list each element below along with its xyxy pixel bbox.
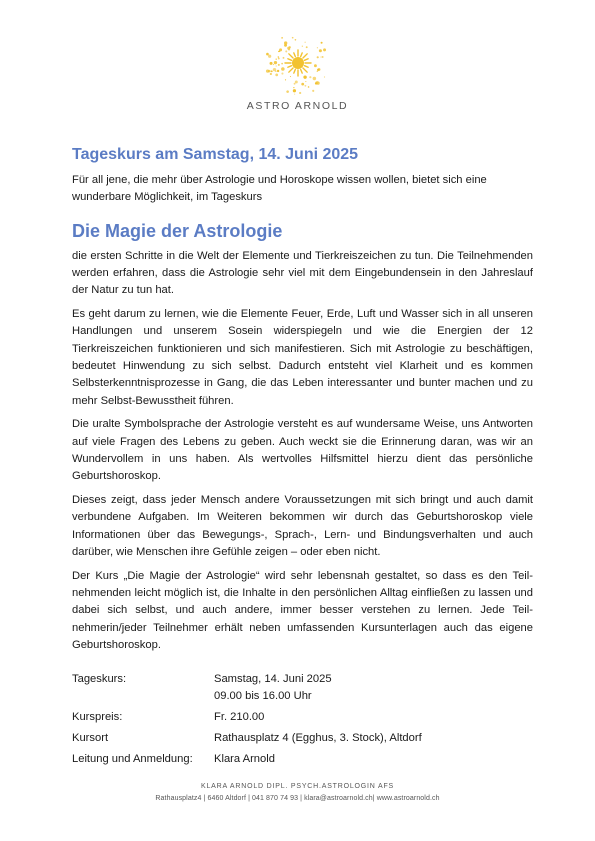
- course-name: Die Magie der Astrologie: [72, 220, 283, 241]
- detail-value: [214, 671, 533, 705]
- detail-label: Tageskurs:: [72, 672, 127, 685]
- course-details: [72, 671, 533, 768]
- detail-row-location: [72, 730, 533, 747]
- detail-value: Rathausplatz 4 (Egghus, 3. Stock), Altdorf: [214, 731, 422, 744]
- detail-label: Kursort: [72, 731, 109, 744]
- detail-value-date: Samstag, 14. Juni 2025: [214, 672, 332, 685]
- paragraph-2: Es geht darum zu lernen, wie die Elemente Feuer, Erde, Luft und Wasser sich in all unseren Handlungen und unserem Sosein widerspiegeln und wie die Energien der 12 Tierkreiszeichen funktionieren und sich manifestieren. Sich mit Astrologie zu beschäftigen, bedeutet Hinwendung zu sich selbst. Dadurch entsteht viel Klarheit und es kommen Selbsterkenntnisprozesse in Gang, die das Leben interessanter und bunter machen und zu mehr Selbst-Bewusstheit führen.: [72, 307, 533, 407]
- detail-row-date: [72, 671, 533, 705]
- footer-name: KLARA ARNOLD DIPL. PSYCH.ASTROLOGIN AFS: [200, 783, 395, 790]
- detail-label: Kurspreis:: [72, 710, 123, 723]
- footer: [0, 783, 595, 802]
- footer-contact: Rathausplatz4 | 6460 Altdorf | 041 870 74 93 | klara@astroarnold.ch| www.astroarnold.ch: [155, 795, 440, 802]
- sun-icon: [263, 30, 333, 96]
- paragraph-5: Der Kurs „Die Magie der Astrologie“ wird sehr lebensnah gestaltet, so dass es den Teilnehmenden leicht möglich ist, die Inhalte in den persönlichen Alltag einfließen zu lassen und dabei sich selbst, und auch andere, immer besser verstehen zu lernen. Jede Teilnehmerin/jeder Teilnehmer erhält neben umfassenden Kursunterlagen auch das eigene Geburtshoroskop.: [72, 569, 533, 652]
- paragraph-3: Die uralte Symbolsprache der Astrologie versteht es auf wundersame Weise, uns Antworten auf viele Fragen des Lebens zu geben. Auch weckt sie die Erinnerung daran, was wir an Wundervollem in uns haben. Als wertvolles Hilfsmittel hierzu dient das persönliche Geburtshoroskop.: [72, 418, 533, 483]
- intro-text: Für all jene, die mehr über Astrologie und Horoskope wissen wollen, bietet sich eine wunderbare Möglichkeit, im Tageskurs: [72, 174, 487, 204]
- header: [0, 30, 595, 112]
- detail-row-contact: [72, 751, 533, 768]
- event-title: Tageskurs am Samstag, 14. Juni 2025: [72, 146, 359, 163]
- detail-value: Klara Arnold: [214, 752, 275, 765]
- detail-label: Leitung und Anmeldung:: [72, 752, 193, 765]
- brand-name: ASTRO ARNOLD: [246, 100, 349, 112]
- detail-row-price: [72, 709, 533, 726]
- detail-value: Fr. 210.00: [214, 710, 265, 723]
- detail-value-time: 09.00 bis 16.00 Uhr: [214, 689, 312, 702]
- paragraph-1: die ersten Schritte in die Welt der Elemente und Tierkreiszeichen zu tun. Die Teilnehmenden werden erfahren, dass die Astrologie sehr viel mit dem Eingebundensein in den Jahreslauf der Natur zu tun hat.: [72, 249, 533, 297]
- paragraph-4: Dieses zeigt, dass jeder Mensch andere Voraussetzungen mit sich bringt und auch damit verbundene Aufgaben. Im Weiteren bekommen wir durch das Geburtshoroskop viele Informationen über das Bewegungs-, Sprach-, Lern- und Bindungsverhalten und auch darüber, wie Menschen ihre Gefühle zeigen – oder eben nicht.: [72, 493, 533, 559]
- main-content: [72, 146, 533, 772]
